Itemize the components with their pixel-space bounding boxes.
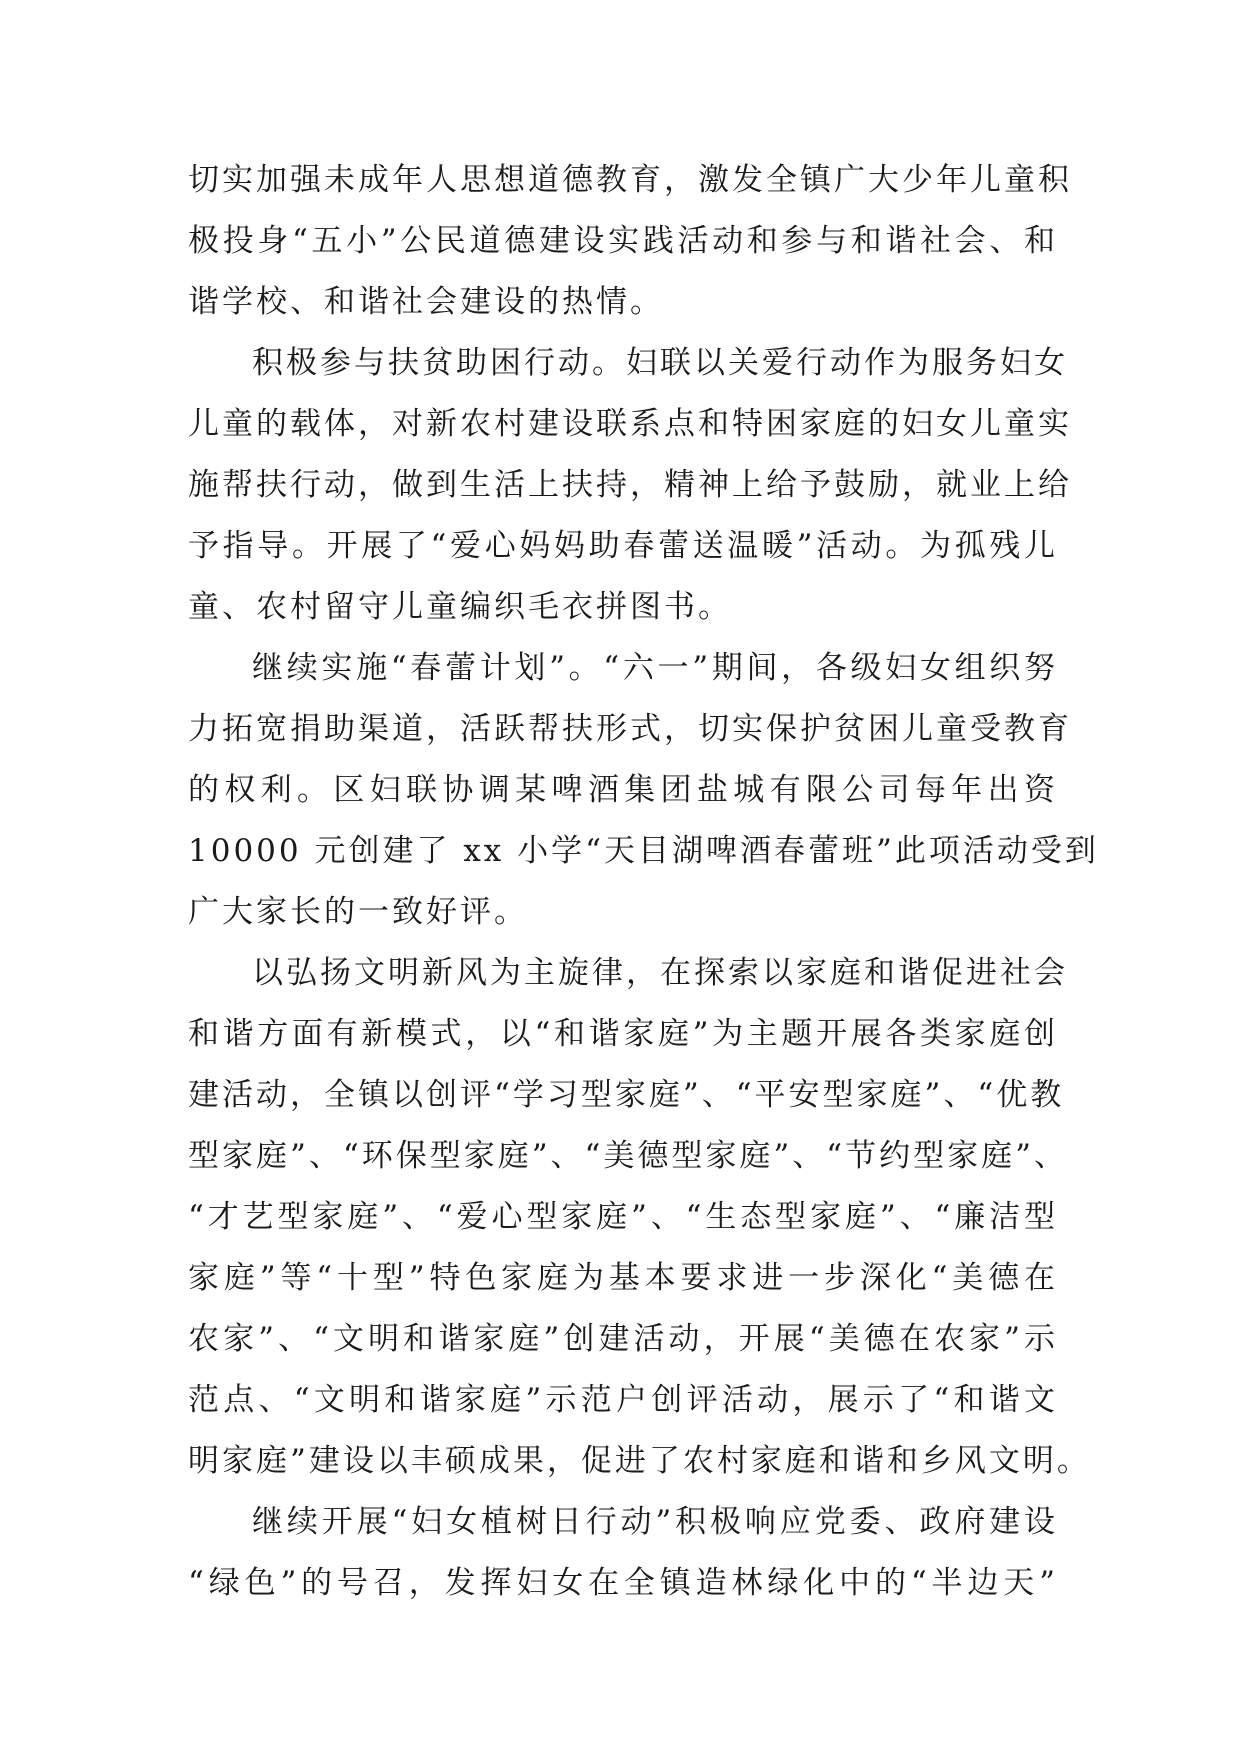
document-body <box>188 150 1099 1614</box>
text-line <box>188 516 1058 577</box>
line-text: 和谐方面有新模式，以“和谐家庭”为主题开展各类家庭创 <box>188 1016 1058 1052</box>
line-text: 10000 元创建了 xx 小学“天目湖啤酒春蕾班”此项活动受到 <box>188 833 1099 869</box>
line-text: “绿色”的号召，发挥妇女在全镇造林绿化中的“半边天” <box>188 1565 1058 1601</box>
text-line <box>188 638 1058 699</box>
line-text: 极投身“五小”公民道德建设实践活动和参与和谐社会、和 <box>188 223 1058 259</box>
line-text: 谐学校、和谐社会建设的热情。 <box>188 284 664 320</box>
text-line <box>188 943 1068 1004</box>
line-text: 予指导。开展了“爱心妈妈助春蕾送温暖”活动。为孤残儿 <box>188 528 1058 564</box>
text-line <box>188 272 1058 333</box>
line-text: 切实加强未成年人思想道德教育，激发全镇广大少年儿童积 <box>188 162 1072 198</box>
line-text: 积极参与扶贫助困行动。妇联以关爱行动作为服务妇女 <box>252 345 1068 381</box>
text-line <box>188 1370 1058 1431</box>
text-line <box>188 211 1058 272</box>
text-line <box>188 1248 1058 1309</box>
line-text: 施帮扶行动，做到生活上扶持，精神上给予鼓励，就业上给 <box>188 467 1072 503</box>
text-line <box>188 333 1068 394</box>
text-line <box>188 1004 1058 1065</box>
text-line <box>188 1309 1058 1370</box>
text-line <box>188 394 1072 455</box>
line-text: 广大家长的一致好评。 <box>188 894 528 930</box>
text-line <box>188 150 1072 211</box>
text-line <box>188 821 1099 882</box>
line-text: 力拓宽捐助渠道，活跃帮扶形式，切实保护贫困儿童受教育 <box>188 711 1072 747</box>
line-text: 继续开展“妇女植树日行动”积极响应党委、政府建设 <box>252 1504 1058 1540</box>
text-line <box>188 455 1072 516</box>
line-text: 童、农村留守儿童编织毛衣拼图书。 <box>188 589 732 625</box>
line-text: 继续实施“春蕾计划”。“六一”期间，各级妇女组织努 <box>252 650 1058 686</box>
line-text: 明家庭”建设以丰硕成果，促进了农村家庭和谐和乡风文明。 <box>188 1443 1091 1479</box>
line-text: 建活动，全镇以创评“学习型家庭”、“平安型家庭”、“优教 <box>188 1077 1065 1113</box>
line-text: 家庭”等“十型”特色家庭为基本要求进一步深化“美德在 <box>188 1260 1058 1296</box>
line-text: 型家庭”、“环保型家庭”、“美德型家庭”、“节约型家庭”、 <box>188 1138 1068 1174</box>
text-line <box>188 1553 1058 1614</box>
text-line <box>188 577 1058 638</box>
line-text: “才艺型家庭”、“爱心型家庭”、“生态型家庭”、“廉洁型 <box>188 1199 1058 1235</box>
text-line <box>188 1431 1091 1492</box>
text-line <box>188 882 1058 943</box>
text-line <box>188 699 1072 760</box>
text-line <box>188 1492 1058 1553</box>
line-text: 以弘扬文明新风为主旋律，在探索以家庭和谐促进社会 <box>252 955 1068 991</box>
line-text: 儿童的载体，对新农村建设联系点和特困家庭的妇女儿童实 <box>188 406 1072 442</box>
line-text: 的权利。区妇联协调某啤酒集团盐城有限公司每年出资 <box>188 772 1058 808</box>
line-text: 范点、“文明和谐家庭”示范户创评活动，展示了“和谐文 <box>188 1382 1058 1418</box>
text-line <box>188 1187 1058 1248</box>
line-text: 农家”、“文明和谐家庭”创建活动，开展“美德在农家”示 <box>188 1321 1058 1357</box>
text-line <box>188 1065 1065 1126</box>
text-line <box>188 1126 1068 1187</box>
text-line <box>188 760 1058 821</box>
